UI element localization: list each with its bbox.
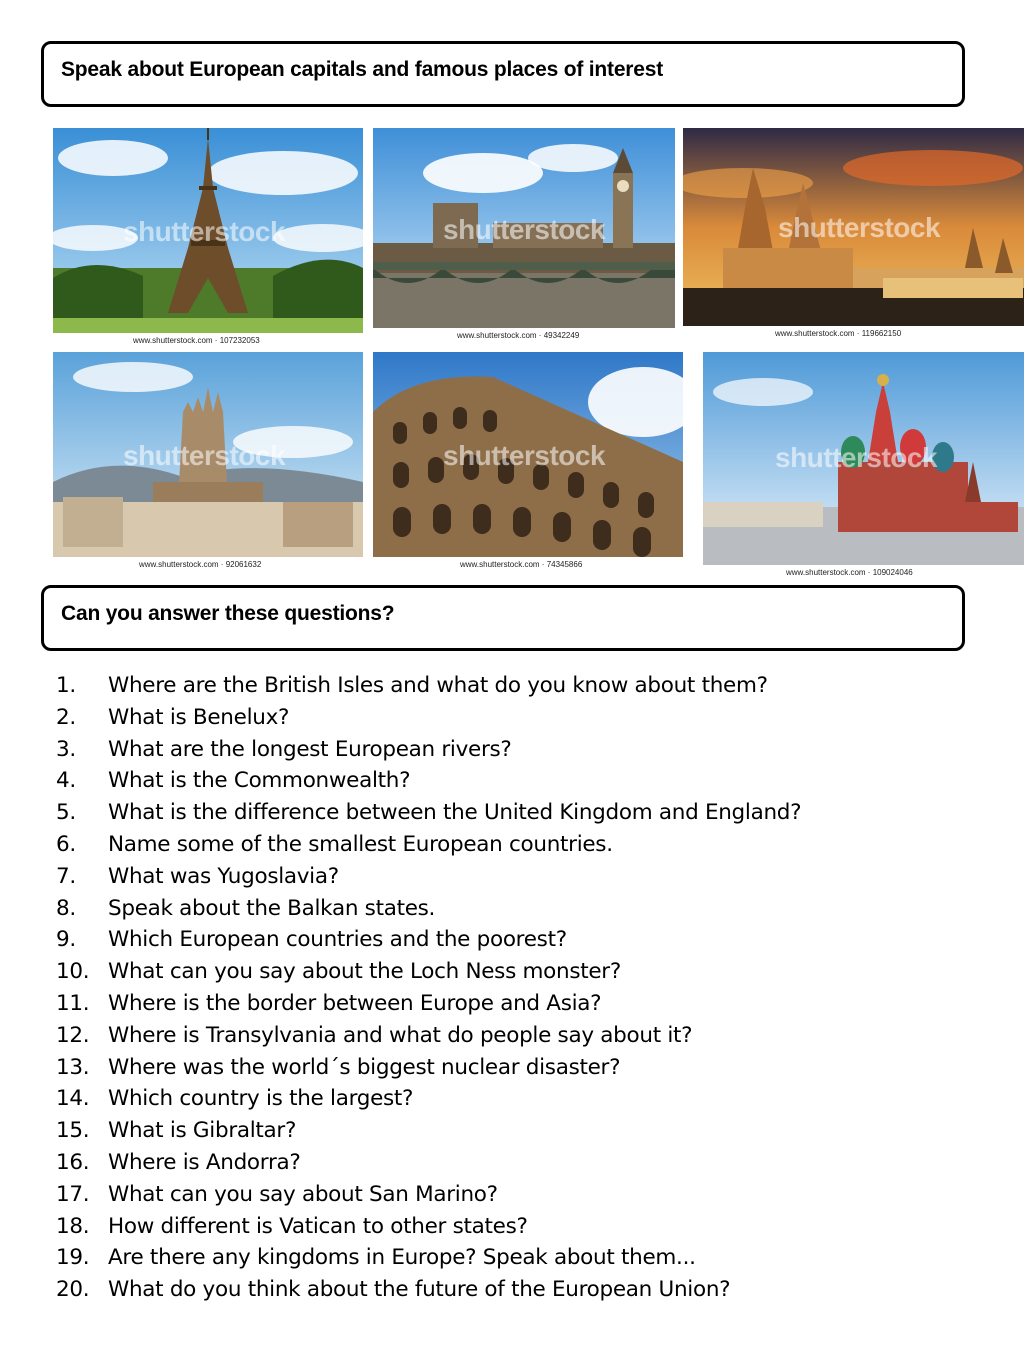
question-text: What is the difference between the United Kingdom and England? (108, 800, 802, 826)
question-text: What are the longest European rivers? (108, 736, 512, 762)
watermark: shutterstock (123, 440, 286, 471)
eiffel-tower-photo (53, 128, 363, 333)
question-number: 13. (56, 1054, 90, 1080)
photo-caption: www.shutterstock.com · 74345866 (460, 560, 583, 569)
watermark: shutterstock (123, 216, 286, 247)
question-number: 14. (56, 1086, 90, 1112)
question-text: Where is the border between Europe and Asia? (108, 990, 602, 1016)
places-heading-box (41, 41, 965, 107)
question-text: What is Benelux? (108, 704, 290, 730)
question-text: What was Yugoslavia? (108, 863, 339, 889)
question-number: 17. (56, 1181, 90, 1207)
photo-caption: www.shutterstock.com · 119662150 (775, 329, 902, 338)
question-number: 16. (56, 1149, 90, 1175)
prague-castle-photo (683, 128, 1024, 326)
question-number: 6. (56, 831, 76, 857)
questions-heading-box (41, 585, 965, 651)
places-heading: Speak about European capitals and famous places of interest (61, 58, 664, 81)
question-number: 15. (56, 1118, 90, 1144)
question-number: 3. (56, 736, 76, 762)
question-text: Which European countries and the poorest? (108, 927, 567, 953)
watermark: shutterstock (778, 212, 941, 243)
question-number: 10. (56, 959, 90, 985)
question-text: Are there any kingdoms in Europe? Speak about them... (108, 1245, 696, 1271)
question-number: 18. (56, 1213, 90, 1239)
london-parliament-photo (373, 128, 675, 328)
question-number: 5. (56, 800, 76, 826)
question-text: What can you say about the Loch Ness monster? (108, 959, 621, 985)
question-text: What is Gibraltar? (108, 1118, 297, 1144)
question-number: 7. (56, 863, 76, 889)
photo-caption: www.shutterstock.com · 92061632 (139, 560, 262, 569)
photo-caption: www.shutterstock.com · 109024046 (786, 568, 913, 577)
question-text: Name some of the smallest European countries. (108, 831, 613, 857)
sagrada-familia-photo (53, 352, 363, 557)
question-number: 9. (56, 927, 76, 953)
question-text: What do you think about the future of the European Union? (108, 1277, 731, 1303)
st-basils-cathedral-photo (703, 352, 1024, 565)
question-text: Speak about the Balkan states. (108, 895, 436, 921)
question-text: What can you say about San Marino? (108, 1181, 498, 1207)
question-number: 2. (56, 704, 76, 730)
question-text: What is the Commonwealth? (108, 768, 411, 794)
question-number: 12. (56, 1022, 90, 1048)
question-number: 4. (56, 768, 76, 794)
question-number: 1. (56, 673, 76, 698)
questions-heading: Can you answer these questions? (61, 602, 395, 625)
question-text: Which country is the largest? (108, 1086, 414, 1112)
watermark: shutterstock (443, 214, 606, 245)
colosseum-photo (373, 352, 683, 557)
question-number: 20. (56, 1277, 90, 1303)
photo-caption: www.shutterstock.com · 107232053 (133, 336, 260, 345)
question-text: Where are the British Isles and what do you know about them? (108, 673, 768, 698)
watermark: shutterstock (775, 442, 938, 473)
question-number: 8. (56, 895, 76, 921)
question-text: How different is Vatican to other states? (108, 1213, 528, 1239)
question-number: 11. (56, 990, 90, 1016)
photo-caption: www.shutterstock.com · 49342249 (457, 331, 580, 340)
watermark: shutterstock (443, 440, 606, 471)
question-number: 19. (56, 1245, 90, 1271)
question-text: Where is Transylvania and what do people say about it? (108, 1022, 693, 1048)
question-text: Where is Andorra? (108, 1149, 301, 1175)
question-text: Where was the world´s biggest nuclear disaster? (108, 1054, 621, 1080)
